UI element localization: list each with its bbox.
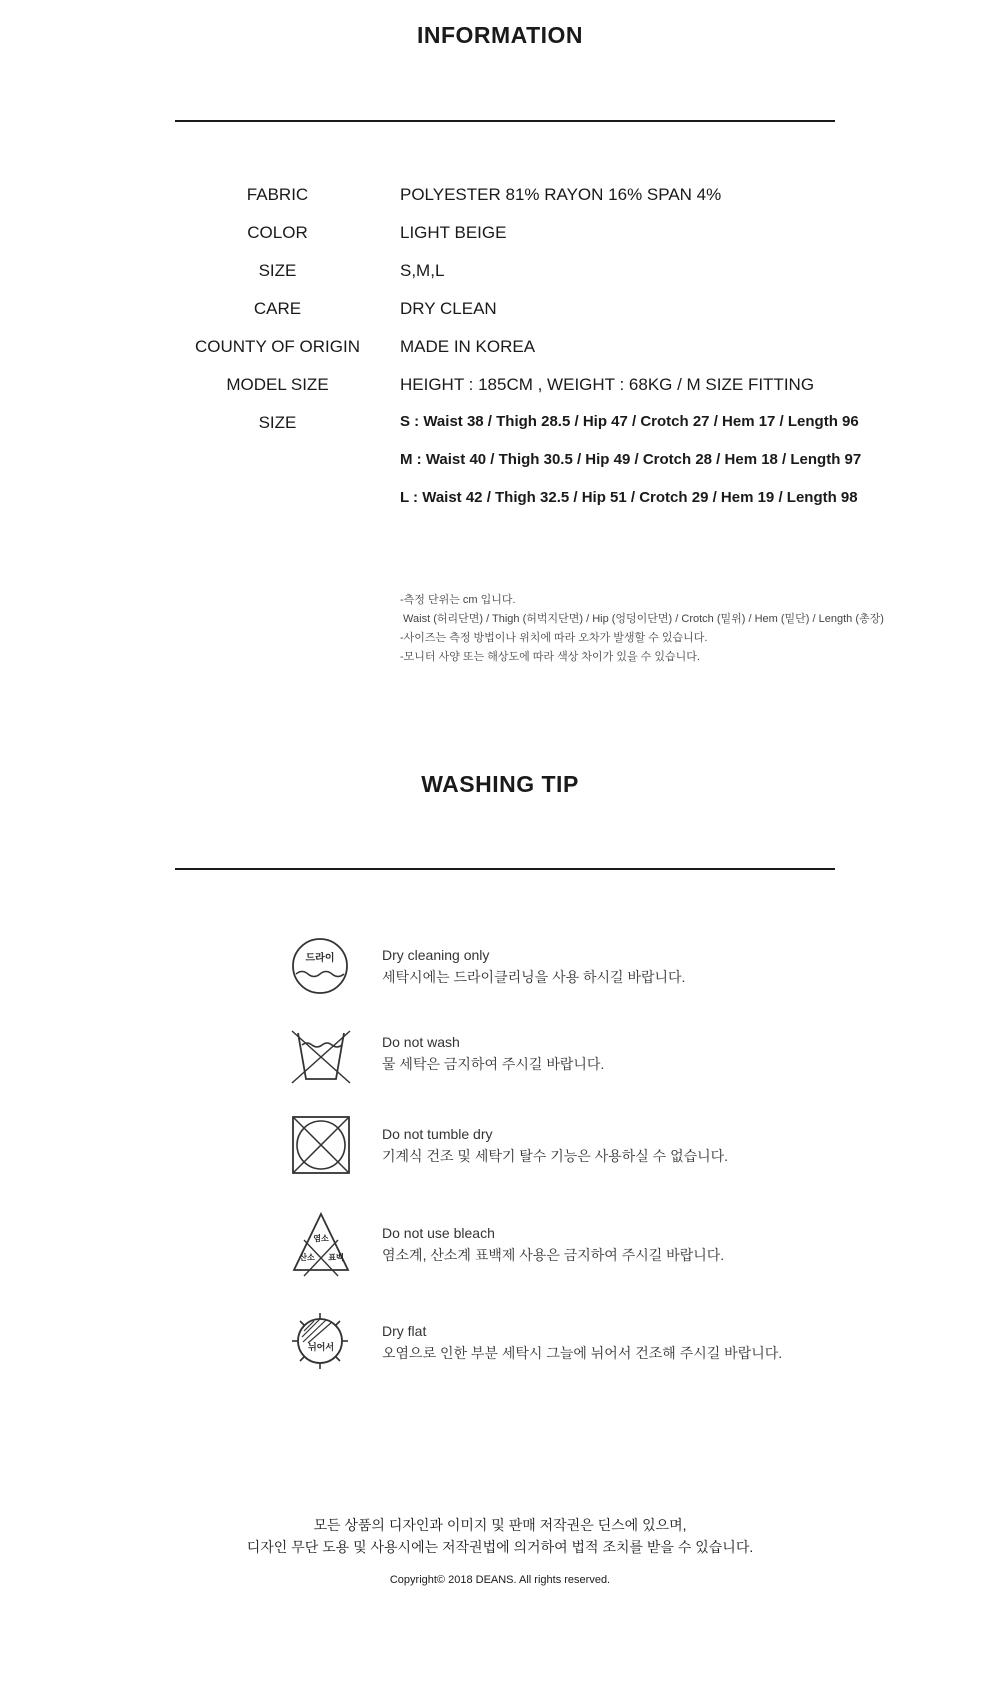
copyright-notice-line2: 디자인 무단 도용 및 사용시에는 저작권법에 의거하여 법적 조치를 받을 수 있습니다.: [246, 1539, 754, 1555]
spec-label-origin: COUNTY OF ORIGIN: [195, 337, 360, 356]
tip-do-not-wash-ko: 물 세탁은 금지하여 주시길 바랍니다.: [382, 1056, 605, 1072]
note-terms: Waist (허리단면) / Thigh (허벅지단면) / Hip (엉덩이단면) / Crotch (밑위) / Hem (밑단) / Length (총장): [400, 613, 884, 625]
spec-value-origin: MADE IN KOREA: [400, 337, 536, 356]
information-divider: [175, 120, 835, 122]
svg-text:뉘어서: 뉘어서: [307, 1343, 335, 1353]
dry-flat-icon: [290, 1305, 354, 1375]
svg-text:표백: 표백: [328, 1253, 344, 1262]
tip-dry-flat-ko: 오염으로 인한 부분 세탁시 그늘에 뉘어서 건조해 주시길 바랍니다.: [382, 1345, 783, 1361]
do-not-tumble-dry-icon: [290, 1111, 354, 1181]
note-monitor: -모니터 사양 또는 해상도에 따라 색상 차이가 있을 수 있습니다.: [400, 651, 700, 663]
tip-dry-flat-en: Dry flat: [382, 1323, 427, 1339]
tip-dry-clean-ko: 세탁시에는 드라이클리닝을 사용 하시길 바랍니다.: [382, 969, 686, 985]
dry-clean-icon: [290, 932, 354, 1002]
tip-do-not-wash-en: Do not wash: [382, 1034, 460, 1050]
note-unit: -측정 단위는 cm 입니다.: [400, 594, 516, 606]
tip-do-not-bleach-en: Do not use bleach: [382, 1225, 495, 1241]
tip-dry-clean-en: Dry cleaning only: [382, 947, 490, 963]
size-line-l: L : Waist 42 / Thigh 32.5 / Hip 51 / Crotch 29 / Hem 19 / Length 98: [400, 489, 858, 506]
spec-label-model-size: MODEL SIZE: [226, 375, 329, 394]
spec-value-size: S,M,L: [400, 261, 445, 280]
copyright-text: Copyright© 2018 DEANS. All rights reserved.: [389, 1574, 611, 1586]
do-not-wash-icon: [290, 1019, 354, 1089]
tip-do-not-tumble-dry-en: Do not tumble dry: [382, 1126, 493, 1142]
spec-value-color: LIGHT BEIGE: [400, 223, 507, 242]
information-title: INFORMATION: [416, 22, 584, 48]
note-error: -사이즈는 측정 방법이나 위치에 따라 오차가 발생할 수 있습니다.: [400, 632, 708, 644]
tip-do-not-bleach-ko: 염소계, 산소계 표백제 사용은 금지하여 주시길 바랍니다.: [382, 1247, 725, 1263]
svg-text:드라이: 드라이: [305, 953, 335, 964]
svg-text:염소: 염소: [313, 1234, 329, 1243]
spec-label-color: COLOR: [247, 223, 308, 242]
size-line-m: M : Waist 40 / Thigh 30.5 / Hip 49 / Crotch 28 / Hem 18 / Length 97: [400, 451, 862, 468]
svg-text:산소: 산소: [299, 1253, 315, 1262]
washing-divider: [175, 868, 835, 870]
tip-do-not-tumble-dry-ko: 기계식 건조 및 세탁기 탈수 기능은 사용하실 수 없습니다.: [382, 1148, 729, 1164]
spec-label-size: SIZE: [258, 261, 297, 280]
spec-value-care: DRY CLEAN: [400, 299, 497, 318]
do-not-bleach-icon: [290, 1208, 354, 1278]
size-line-s: S : Waist 38 / Thigh 28.5 / Hip 47 / Crotch 27 / Hem 17 / Length 96: [400, 413, 859, 430]
copyright-notice-line1: 모든 상품의 디자인과 이미지 및 판매 저작권은 딘스에 있으며,: [313, 1517, 687, 1533]
spec-label-care: CARE: [253, 299, 302, 318]
spec-label-size-measure: SIZE: [258, 413, 297, 432]
spec-value-model-size: HEIGHT : 185CM , WEIGHT : 68KG / M SIZE FITTING: [400, 375, 815, 394]
spec-label-fabric: FABRIC: [246, 185, 309, 204]
spec-value-fabric: POLYESTER 81% RAYON 16% SPAN 4%: [400, 185, 722, 204]
washing-tip-title: WASHING TIP: [421, 771, 579, 797]
